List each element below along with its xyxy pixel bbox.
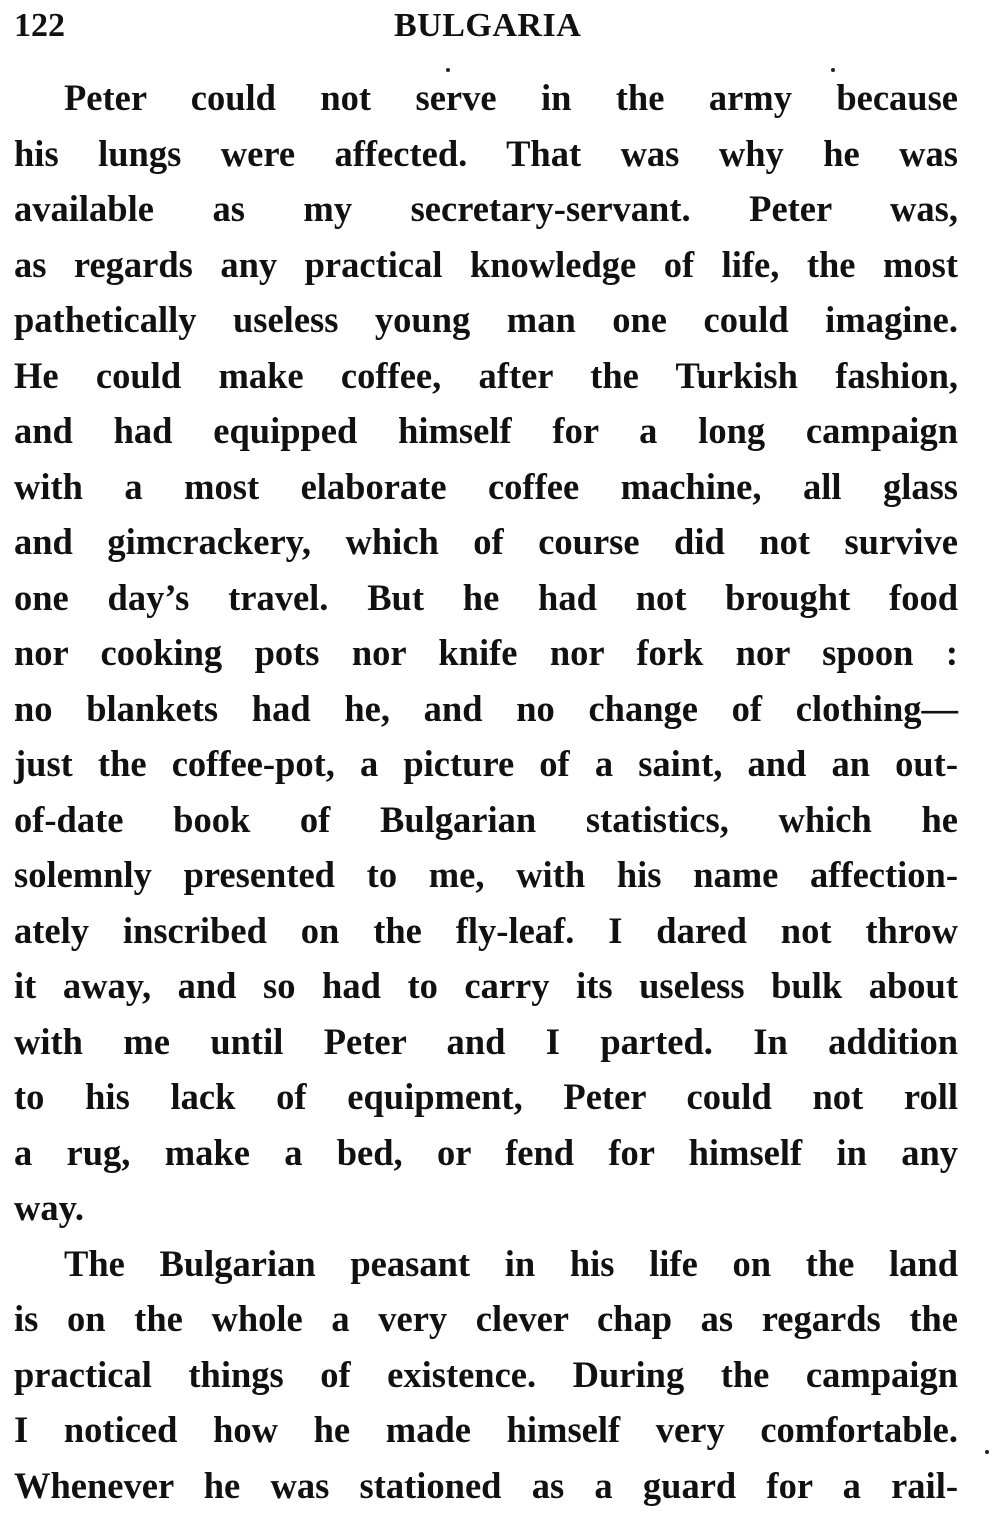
text-line: one day’s travel. But he had not brought food (14, 576, 958, 618)
text-line: solemnly presented to me, with his name affection- (14, 854, 958, 895)
text-line: with a most elaborate coffee machine, all glass (14, 465, 958, 507)
text-line: pathetically useless young man one could imagine. (14, 299, 958, 340)
text-line: nor cooking pots nor knife nor fork nor spoon : (14, 632, 958, 673)
text-line: The Bulgarian peasant in his life on the land (64, 1242, 958, 1284)
text-line: as regards any practical knowledge of life, the most (14, 243, 958, 285)
text-line: no blankets had he, and no change of clothing— (14, 687, 958, 729)
text-line: available as my secretary-servant. Peter was, (14, 188, 958, 229)
print-speck (985, 1450, 989, 1454)
text-line: and had equipped himself for a long campaign (14, 410, 958, 451)
running-head (14, 4, 990, 48)
text-line: just the coffee-pot, a picture of a saint, and an out- (14, 743, 958, 784)
text-line: ately inscribed on the fly-leaf. I dared not throw (14, 909, 958, 951)
text-line: his lungs were affected. That was why he was (14, 132, 958, 174)
text-line: Whenever he was stationed as a guard for a rail- (14, 1464, 958, 1506)
text-line: practical things of existence. During the campaign (14, 1353, 958, 1395)
text-line: Peter could not serve in the army because (64, 77, 958, 118)
print-speck (831, 68, 835, 72)
page-number: 122 (14, 7, 65, 44)
paragraph-2 (14, 1236, 958, 1514)
text-line: to his lack of equipment, Peter could not roll (14, 1076, 958, 1117)
text-line: with me until Peter and I parted. In addition (14, 1020, 958, 1062)
text-line: He could make coffee, after the Turkish fashion, (14, 354, 958, 396)
text-line: of-date book of Bulgarian statistics, which he (14, 798, 958, 840)
text-line: I noticed how he made himself very comfortable. (14, 1409, 958, 1450)
paragraph-1 (14, 70, 958, 1236)
text-line: way. (14, 1187, 84, 1228)
body-text (14, 70, 958, 1513)
print-speck (446, 68, 450, 72)
text-line: is on the whole a very clever chap as regards the (14, 1298, 958, 1339)
running-title: BULGARIA (394, 7, 582, 44)
text-line: and gimcrackery, which of course did not survive (14, 521, 958, 562)
text-line: it away, and so had to carry its useless bulk about (14, 965, 958, 1006)
text-line: a rug, make a bed, or fend for himself in any (14, 1131, 958, 1173)
